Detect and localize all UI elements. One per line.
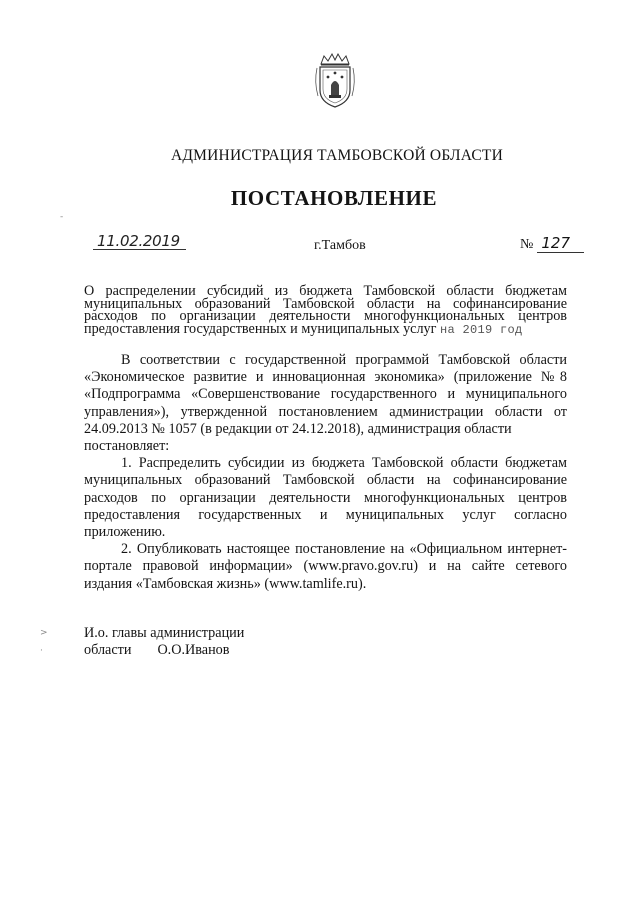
document-subject [84,285,567,336]
scan-mark: · [40,646,43,656]
signatory-name: О.О.Иванов [157,642,230,658]
document-number [520,234,578,253]
agency-name: АДМИНИСТРАЦИЯ ТАМБОВСКОЙ ОБЛАСТИ [171,147,503,164]
coat-of-arms-emblem [312,52,358,110]
document-body [84,352,567,593]
scan-mark: - [60,212,64,222]
item-2-paragraph: 2. Опубликовать настоящее постановление на «Официальном интернет-портале правовой информации» (www.pravo.gov.ru) и на сайте сетевого издания «Тамбовская жизнь» (www.tamlife.ru). [84,541,567,592]
item-1-paragraph: 1. Распределить субсидии из бюджета Тамбовской области бюджетам муниципальных образований Тамбовской области на софинансирование расходов по организации деятельности многофункциональных центров предоставления государственных и муниципальных услуг согласно приложению. [84,455,567,541]
number-value: 127 [539,234,578,252]
resolves-line: постановляет: [84,438,170,455]
number-label: № [520,237,534,252]
document-type: ПОСТАНОВЛЕНИЕ [230,186,438,210]
document-city: г.Тамбов [314,238,366,253]
document-date: 11.02.2019 [97,232,180,250]
subject-text: О распределении субсидий из бюджета Тамбовской области бюджетам муниципальных образований Тамбовской области на софинансирование расходов по организации деятельности многофункциональных центров предоставления государственных и муниципальных услуг [84,283,567,337]
signature-block [84,625,244,659]
preamble-paragraph: В соответствии с государственной программой Тамбовской области «Экономическое развитие и инновационная экономика» (приложение №8 «Подпрограмма «Совершенствование государственного и муниципального управления»), утвержденной постановлением администрации области от 24.09.2013 № 1057 (в редакции от 24.12.2018), администрация области [84,352,567,437]
signatory-position-region: области [84,642,132,658]
signatory-position-line2 [84,642,244,659]
subject-tail: на 2019 год [440,322,523,337]
signatory-position-line1: И.о. главы администрации [84,625,245,641]
scan-mark: > [40,628,48,638]
